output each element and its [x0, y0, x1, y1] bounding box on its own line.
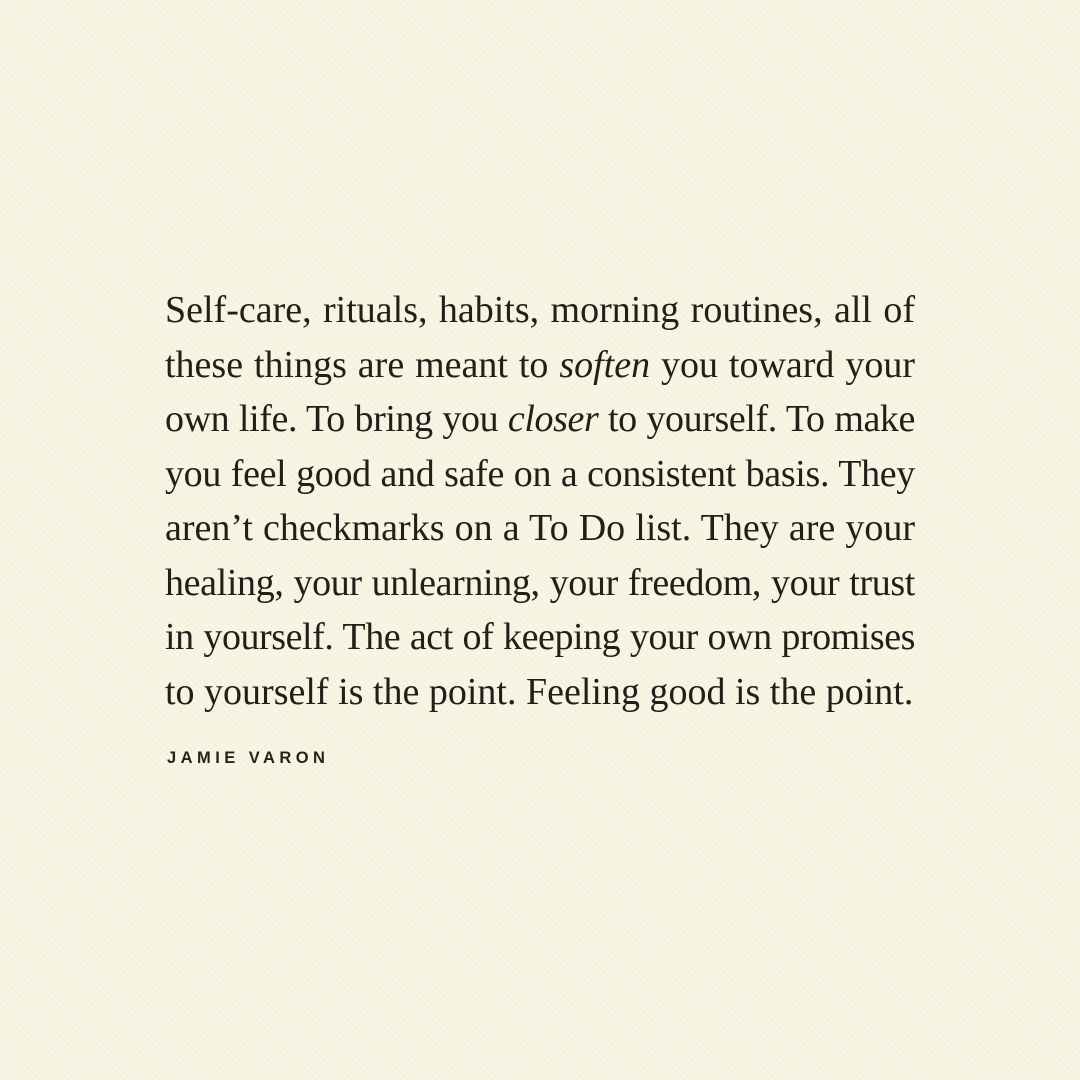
- quote-segment-italic: closer: [507, 398, 599, 440]
- quote-segment: you feel good and safe on a consistent basis. They: [165, 452, 915, 495]
- quote-line: [165, 283, 915, 338]
- quote-text: [165, 283, 915, 719]
- quote-segment: you toward your: [650, 343, 915, 386]
- quote-segment: aren’t checkmarks on a To Do list. They are your: [165, 507, 915, 549]
- quote-segment: to yourself. To make: [598, 398, 916, 440]
- quote-segment-italic: soften: [559, 343, 651, 386]
- quote-line: [165, 556, 915, 611]
- quote-line: [165, 392, 915, 447]
- attribution: JAMIE VARON: [167, 749, 330, 767]
- quote-line: [165, 665, 915, 720]
- quote-segment: to yourself is the point. Feeling good is the point.: [165, 670, 914, 713]
- quote-line: [165, 610, 915, 665]
- quote-line: [165, 338, 915, 393]
- quote-segment: healing, your unlearning, your freedom, your trust: [165, 561, 915, 604]
- quote-line: [165, 501, 915, 556]
- quote-segment: in yourself. The act of keeping your own promises: [165, 616, 915, 658]
- quote-segment: Self-care, rituals, habits, morning routines, all of: [165, 289, 915, 331]
- quote-segment: own life. To bring you: [165, 398, 508, 440]
- quote-segment: these things are meant to: [165, 343, 560, 386]
- quote-line: [165, 447, 915, 502]
